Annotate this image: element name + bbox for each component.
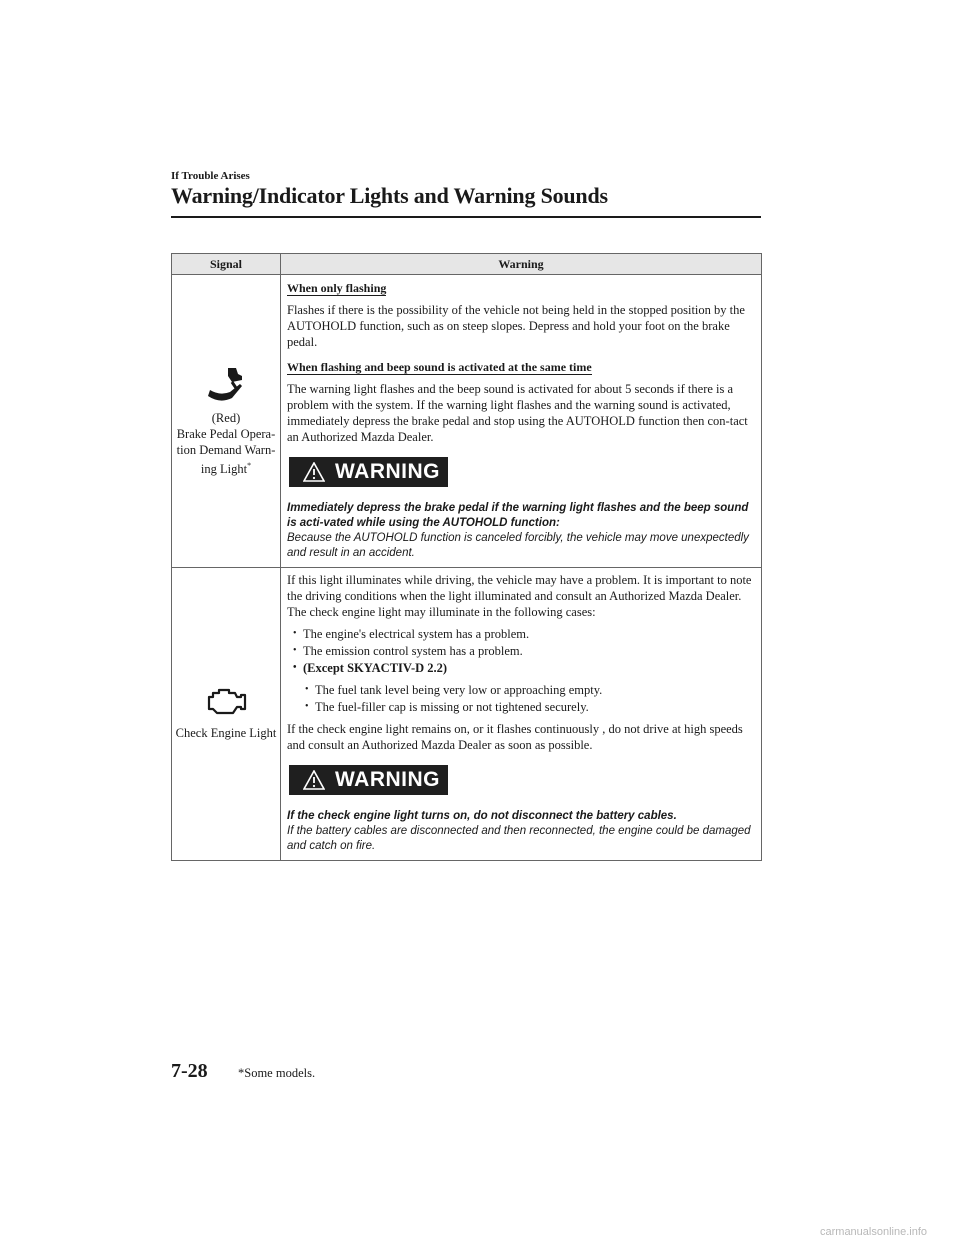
signal-column-header: Signal xyxy=(172,254,281,275)
list-item: • The fuel tank level being very low or approaching empty. xyxy=(299,682,755,698)
paragraph: Flashes if there is the possibility of the vehicle not being held in the stopped position by the AUTOHOLD function, such as on steep slopes. Depress and hold your foot on the brake pedal. xyxy=(287,303,745,349)
subhead-only-flashing: When only flashing xyxy=(287,281,387,295)
signal-cell xyxy=(172,275,281,568)
warning-badge xyxy=(289,765,448,795)
paragraph: If this light illuminates while driving, the vehicle may have a problem. It is important to note the driving conditions when the light illuminated and consult an Authorized Mazda Dealer. xyxy=(287,573,752,603)
warning-column-header: Warning xyxy=(281,254,762,275)
warning-cell xyxy=(281,568,762,861)
brake-pedal-icon xyxy=(206,366,246,404)
table-row xyxy=(172,568,762,861)
warning-note xyxy=(287,501,755,561)
table-row xyxy=(172,275,762,568)
signal-cell xyxy=(172,568,281,861)
warning-text: If the battery cables are disconnected and then reconnected, the engine could be damaged and catch on fire. xyxy=(287,825,751,852)
table-header-row xyxy=(172,254,762,275)
warning-triangle-icon xyxy=(303,462,325,482)
list-item: • The emission control system has a problem. xyxy=(287,643,755,659)
case-list xyxy=(287,626,755,676)
page-number: 7-28 xyxy=(171,1060,208,1082)
warning-label: WARNING xyxy=(335,460,440,483)
asterisk-mark: * xyxy=(247,461,252,471)
title-rule xyxy=(171,216,761,218)
warning-note xyxy=(287,809,755,854)
subhead-flashing-beep: When flashing and beep sound is activated at the same time xyxy=(287,360,592,374)
warning-text: Because the AUTOHOLD function is canceled forcibly, the vehicle may move unexpectedly and result in an accident. xyxy=(287,532,749,559)
watermark: carmanualsonline.info xyxy=(820,1226,928,1238)
warning-badge xyxy=(289,457,448,487)
paragraph: The check engine light may illuminate in the following cases: xyxy=(287,605,596,619)
sub-case-list xyxy=(299,682,755,715)
list-item: • (Except SKYACTIV-D 2.2) xyxy=(287,660,755,676)
footnote: *Some models. xyxy=(238,1066,316,1080)
check-engine-icon xyxy=(205,687,247,717)
list-item: • The engine's electrical system has a problem. xyxy=(287,626,755,642)
warning-bold: Immediately depress the brake pedal if the warning light flashes and the beep sound is acti-vated while using the AUTOHOLD function: xyxy=(287,502,749,529)
warning-lights-table xyxy=(171,253,762,861)
paragraph: If the check engine light remains on, or it flashes continuously , do not drive at high speeds and consult an Authorized Mazda Dealer as soon as possible. xyxy=(287,722,743,752)
warning-bold: If the check engine light turns on, do not disconnect the battery cables. xyxy=(287,810,677,822)
signal-name: Check Engine Light xyxy=(175,726,277,740)
page-title: Warning/Indicator Lights and Warning Sounds xyxy=(171,183,608,208)
warning-cell xyxy=(281,275,762,568)
signal-name: Brake Pedal Opera-tion Demand Warn-ing Light* xyxy=(176,427,276,477)
signal-color-label: (Red) xyxy=(211,411,241,426)
list-item: • The fuel-filler cap is missing or not tightened securely. xyxy=(299,699,755,715)
warning-triangle-icon xyxy=(303,770,325,790)
paragraph: The warning light flashes and the beep sound is activated for about 5 seconds if there is a problem with the system. If the warning light flashes and the warning sound is activated, immediately depress the brake pedal and stop using the AUTOHOLD function then con-tact an Authorized Mazda Dealer. xyxy=(287,382,748,444)
section-label: If Trouble Arises xyxy=(171,170,250,182)
warning-label: WARNING xyxy=(335,768,440,791)
